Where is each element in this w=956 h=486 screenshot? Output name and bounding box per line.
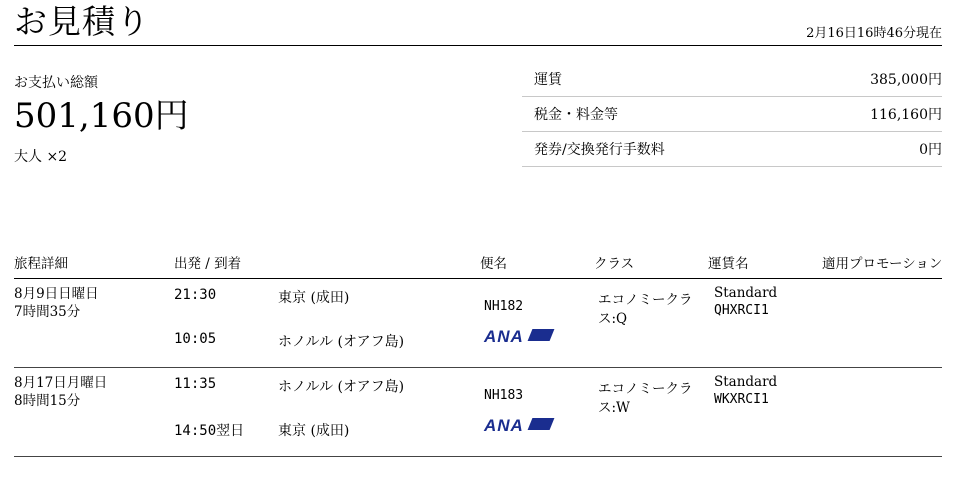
- itinerary-segment-row: [14, 368, 942, 457]
- breakdown-label: 税金・料金等: [534, 107, 618, 123]
- carrier-name: ANA: [484, 327, 524, 346]
- ana-stripe-icon: [528, 418, 555, 430]
- fare-info: [714, 374, 824, 408]
- arrival-time: 10:05: [174, 331, 217, 347]
- carrier-name: ANA: [484, 416, 524, 435]
- itinerary-table: [14, 248, 942, 457]
- flight-number: NH183: [484, 388, 524, 403]
- segment-duration: 8時間15分: [14, 393, 81, 409]
- ana-logo-icon: [484, 416, 556, 436]
- departure-airport: ホノルル (オアフ島): [278, 379, 405, 395]
- column-header-time: 出発 / 到着: [174, 256, 242, 272]
- departure-time: 21:30: [174, 287, 217, 303]
- page-title: お見積り: [14, 2, 150, 41]
- column-header-detail: 旅程詳細: [14, 256, 68, 272]
- header-divider: [14, 45, 942, 46]
- segment-date: 8月17日月曜日: [14, 375, 108, 391]
- price-summary: [14, 48, 942, 188]
- flight-number: NH182: [484, 299, 524, 314]
- fare-code: WKXRCI1: [714, 392, 769, 407]
- breakdown-row: [522, 97, 942, 132]
- arrival-airport: ホノルル (オアフ島): [278, 334, 405, 350]
- segment-duration: 7時間35分: [14, 304, 81, 320]
- breakdown-value: 116,160円: [870, 107, 942, 123]
- arrival-airport: 東京 (成田): [278, 423, 350, 439]
- ana-logo-icon: [484, 327, 556, 347]
- column-header-flight: 便名: [480, 256, 507, 272]
- breakdown-label: 発券/交換発行手数料: [534, 142, 665, 158]
- column-header-promo: 適用プロモーション: [822, 256, 943, 272]
- breakdown-row: [522, 62, 942, 97]
- quote-timestamp: 2月16日16時46分現在: [806, 26, 942, 41]
- total-label: お支払い総額: [14, 75, 98, 91]
- departure-time: 11:35: [174, 376, 217, 392]
- breakdown-value: 385,000円: [870, 72, 942, 88]
- breakdown-row: [522, 132, 942, 167]
- departure-airport: 東京 (成田): [278, 290, 350, 306]
- fare-name: Standard: [714, 285, 778, 301]
- ana-stripe-icon: [528, 329, 555, 341]
- passenger-count: 大人 ×2: [14, 149, 68, 165]
- page-header: [14, 0, 942, 48]
- arrival-time: 14:50翌日: [174, 423, 245, 439]
- fare-info: [714, 285, 824, 319]
- fare-name: Standard: [714, 374, 778, 390]
- segment-date: 8月9日日曜日: [14, 286, 99, 302]
- breakdown-label: 運賃: [534, 72, 562, 88]
- total-amount: 501,160円: [14, 96, 189, 136]
- fare-code: QHXRCI1: [714, 303, 769, 318]
- column-header-class: クラス: [594, 256, 635, 272]
- column-header-fare: 運賃名: [708, 256, 749, 272]
- breakdown-value: 0円: [919, 142, 942, 158]
- cabin-class: エコノミークラス:Q: [598, 292, 693, 327]
- itinerary-segment-row: [14, 279, 942, 368]
- price-breakdown: [522, 62, 942, 167]
- cabin-class: エコノミークラス:W: [598, 381, 693, 416]
- itinerary-header-row: [14, 248, 942, 279]
